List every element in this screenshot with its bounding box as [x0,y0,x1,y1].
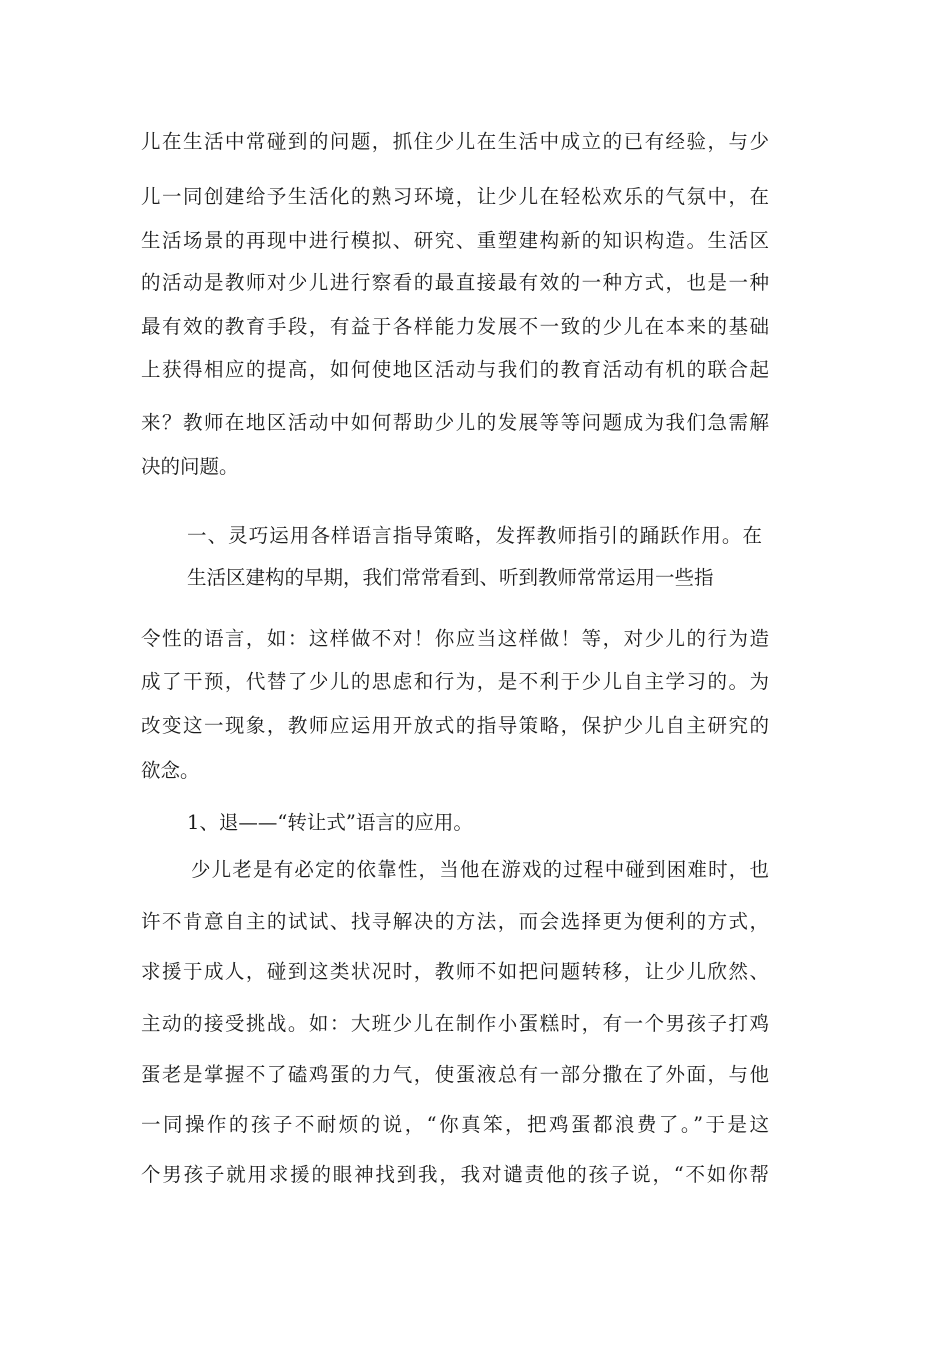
text-line: 儿在生活中常碰到的问题，抓住少儿在生活中成立的已有经验，与少 [141,130,769,153]
text-line: 主动的接受挑战。如：大班少儿在制作小蛋糕时，有一个男孩子打鸡 [141,1012,769,1035]
text-line: 生活场景的再现中进行模拟、研究、重塑建构新的知识构造。生活区 [141,229,769,252]
text-line: 欲念。 [141,759,200,782]
text-line: 一同操作的孩子不耐烦的说，“你真笨，把鸡蛋都浪费了。”于是这 [141,1113,769,1136]
text-line: 最有效的教育手段，有益于各样能力发展不一致的少儿在本来的基础 [141,315,769,338]
section-heading-line: 生活区建构的早期，我们常常看到、听到教师常常运用一些指 [187,566,714,589]
text-line: 求援于成人，碰到这类状况时，教师不如把问题转移，让少儿欣然、 [141,960,769,983]
text-line: 许不肯意自主的试试、找寻解决的方法，而会选择更为便利的方式， [141,910,769,933]
text-line: 少儿老是有必定的依靠性，当他在游戏的过程中碰到困难时，也 [191,858,769,881]
text-line: 儿一同创建给予生活化的熟习环境，让少儿在轻松欢乐的气氛中，在 [141,185,769,208]
text-line: 个男孩子就用求援的眼神找到我，我对谴责他的孩子说，“不如你帮 [141,1163,769,1186]
text-line: 蛋老是掌握不了磕鸡蛋的力气，使蛋液总有一部分撒在了外面，与他 [141,1063,769,1086]
text-line: 成了干预，代替了少儿的思虑和行为，是不利于少儿自主学习的。为 [141,670,769,693]
text-line: 令性的语言，如：这样做不对！你应当这样做！等，对少儿的行为造 [141,627,769,650]
text-line: 来？教师在地区活动中如何帮助少儿的发展等等问题成为我们急需解 [141,411,769,434]
text-line: 改变这一现象，教师应运用开放式的指导策略，保护少儿自主研究的 [141,714,769,737]
subsection-heading: 1、退——“转让式”语言的应用。 [187,811,473,834]
text-line: 上获得相应的提高，如何使地区活动与我们的教育活动有机的联合起 [141,358,769,381]
text-line: 决的问题。 [141,455,239,478]
section-heading-line: 一、灵巧运用各样语言指导策略，发挥教师指引的踊跃作用。在 [187,524,762,547]
text-line: 的活动是教师对少儿进行察看的最直接最有效的一种方式，也是一种 [141,271,769,294]
